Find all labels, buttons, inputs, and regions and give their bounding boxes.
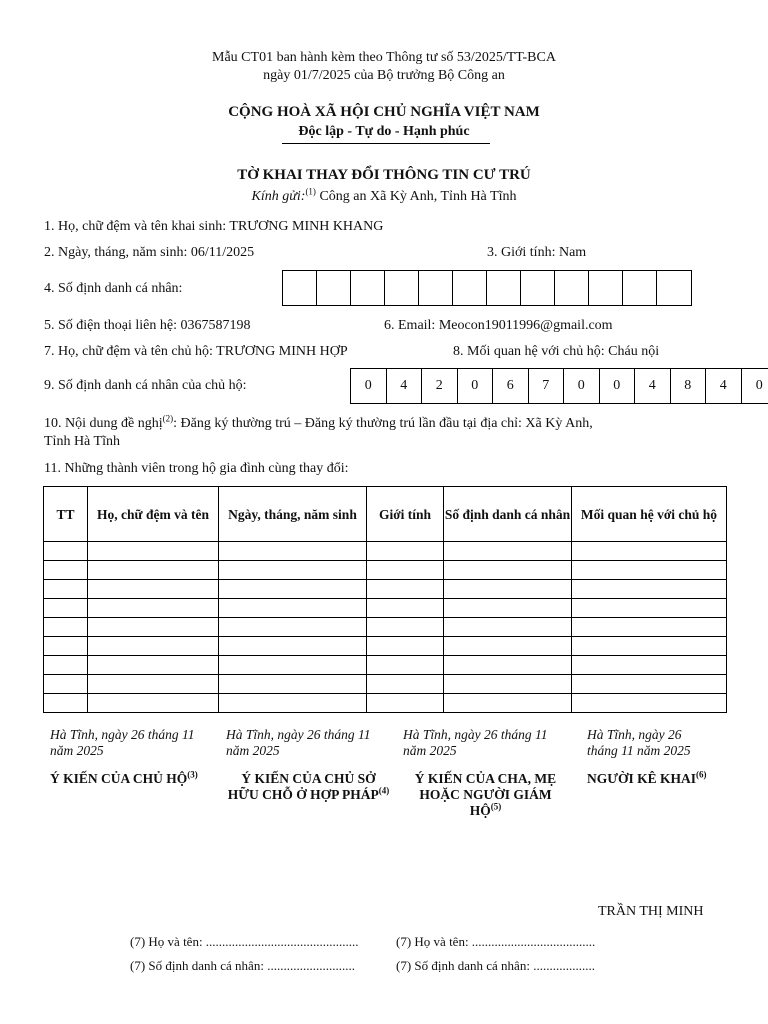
- footer-name-right: (7) Họ và tên: ......................................: [396, 934, 596, 949]
- recipient-line: [0, 186, 768, 205]
- table-cell: [44, 561, 88, 580]
- header-gender: Giới tính: [367, 487, 444, 542]
- table-cell: [88, 599, 219, 618]
- table-row: [44, 694, 727, 713]
- table-cell: [444, 580, 572, 599]
- signature-block-household-head: [50, 727, 215, 787]
- recipient-value: Công an Xã Kỳ Anh, Tỉnh Hà Tĩnh: [315, 189, 517, 204]
- table-cell: [444, 599, 572, 618]
- table-cell: [572, 580, 727, 599]
- household-id-digit-box: 0: [351, 369, 387, 403]
- table-cell: [219, 618, 367, 637]
- footer-id-right: (7) Số định danh cá nhân: ...................: [396, 958, 595, 973]
- table-cell: [44, 599, 88, 618]
- table-cell: [572, 656, 727, 675]
- table-cell: [444, 656, 572, 675]
- signature-heading: NGƯỜI KÊ KHAI$^{(6)}$: [587, 769, 707, 786]
- personal-id-digit-box: [385, 271, 419, 305]
- personal-id-digit-box: [623, 271, 657, 305]
- table-cell: [444, 694, 572, 713]
- table-cell: [219, 675, 367, 694]
- recipient-label: Kính gửi:: [251, 189, 306, 204]
- table-cell: [88, 580, 219, 599]
- personal-id-digit-box: [521, 271, 555, 305]
- request-label: 10. Nội dung đề nghị: [44, 416, 163, 431]
- personal-id-boxes: [282, 270, 692, 306]
- signature-date: Hà Tĩnh, ngày 26 tháng 11 năm 2025: [226, 727, 371, 758]
- table-cell: [367, 580, 444, 599]
- field-full-name: 1. Họ, chữ đệm và tên khai sinh: TRƯƠNG MINH KHANG: [44, 219, 384, 234]
- table-cell: [219, 694, 367, 713]
- personal-id-digit-box: [351, 271, 385, 305]
- table-cell: [88, 618, 219, 637]
- signature-block-declarant: [587, 727, 712, 787]
- table-cell: [367, 618, 444, 637]
- personal-id-digit-box: [657, 271, 691, 305]
- household-id-digit-box: 0: [600, 369, 636, 403]
- table-cell: [219, 656, 367, 675]
- signature-heading: Ý KIẾN CỦA CHỦ SỞ HỮU CHỖ Ở HỢP PHÁP$^{(4)}$: [227, 771, 390, 802]
- household-id-digit-box: 6: [493, 369, 529, 403]
- personal-id-digit-box: [453, 271, 487, 305]
- table-cell: [44, 580, 88, 599]
- field-household-head: 7. Họ, chữ đệm và tên chủ hộ: TRƯƠNG MINH HỢP: [44, 344, 348, 359]
- field-gender: 3. Giới tính: Nam: [487, 245, 587, 260]
- household-id-digit-box: 0: [458, 369, 494, 403]
- signature-date: Hà Tĩnh, ngày 26 tháng 11 năm 2025: [403, 727, 548, 758]
- household-id-digit-box: 0: [755, 378, 763, 393]
- header-personal-id: Số định danh cá nhân: [444, 487, 572, 542]
- personal-id-digit-box: [419, 271, 453, 305]
- footer-name-left: (7) Họ và tên: ...............................................: [130, 934, 359, 949]
- table-cell: [572, 675, 727, 694]
- signature-block-guardian: [403, 727, 568, 819]
- field-members-label: 11. Những thành viên trong hộ gia đình cùng thay đổi:: [44, 461, 349, 476]
- field-household-id-label: 9. Số định danh cá nhân của chủ hộ:: [44, 378, 247, 393]
- form-reference-line1: Mẫu CT01 ban hành kèm theo Thông tư số 53/2025/TT-BCA: [212, 50, 556, 65]
- table-cell: [88, 542, 219, 561]
- table-header-row: [44, 487, 727, 542]
- household-id-digit-box: 8: [671, 369, 707, 403]
- header-relationship: Mối quan hệ với chủ hộ: [572, 487, 727, 542]
- form-title: TỜ KHAI THAY ĐỔI THÔNG TIN CƯ TRÚ: [237, 167, 531, 183]
- table-cell: [572, 618, 727, 637]
- members-table: [43, 486, 727, 713]
- table-cell: [44, 675, 88, 694]
- members-table-body: [44, 542, 727, 713]
- table-row: [44, 561, 727, 580]
- signature-block-owner: [226, 727, 391, 803]
- table-row: [44, 675, 727, 694]
- table-row: [44, 542, 727, 561]
- personal-id-digit-box: [317, 271, 351, 305]
- declarant-name: TRẦN THỊ MINH: [598, 904, 704, 919]
- table-row: [44, 637, 727, 656]
- table-cell: [88, 694, 219, 713]
- table-cell: [219, 542, 367, 561]
- header-full-name: Họ, chữ đệm và tên: [88, 487, 219, 542]
- table-cell: [444, 675, 572, 694]
- table-cell: [44, 694, 88, 713]
- household-id-digit-box: 4: [706, 369, 742, 403]
- field-request-content: [44, 413, 593, 432]
- personal-id-digit-box: [487, 271, 521, 305]
- header-birth-date: Ngày, tháng, năm sinh: [219, 487, 367, 542]
- table-row: [44, 599, 727, 618]
- table-cell: [367, 542, 444, 561]
- footer-id-left: (7) Số định danh cá nhân: ...........................: [130, 958, 355, 973]
- table-cell: [219, 580, 367, 599]
- table-cell: [572, 542, 727, 561]
- table-cell: [44, 637, 88, 656]
- household-id-digit-box: 0: [564, 369, 600, 403]
- table-cell: [572, 599, 727, 618]
- table-cell: [444, 542, 572, 561]
- table-cell: [88, 675, 219, 694]
- motto-underline: [282, 143, 490, 144]
- field-relationship: 8. Mối quan hệ với chủ hộ: Cháu nội: [453, 344, 660, 359]
- table-cell: [88, 656, 219, 675]
- request-text-line2: Tỉnh Hà Tĩnh: [44, 434, 120, 449]
- table-cell: [44, 656, 88, 675]
- table-cell: [367, 656, 444, 675]
- table-cell: [44, 618, 88, 637]
- table-cell: [219, 637, 367, 656]
- table-cell: [444, 637, 572, 656]
- table-cell: [219, 599, 367, 618]
- form-reference-line2: ngày 01/7/2025 của Bộ trưởng Bộ Công an: [263, 68, 505, 83]
- household-id-digit-box: 2: [422, 369, 458, 403]
- signature-date: Hà Tĩnh, ngày 26 tháng 11 năm 2025: [587, 727, 691, 758]
- table-cell: [367, 561, 444, 580]
- personal-id-digit-box: [589, 271, 623, 305]
- request-text: : Đăng ký thường trú – Đăng ký thường trú lần đầu tại địa chỉ: Xã Kỳ Anh,: [173, 416, 593, 431]
- nation-heading: CỘNG HOÀ XÃ HỘI CHỦ NGHĨA VIỆT NAM: [228, 104, 540, 120]
- request-footnote: (2): [162, 413, 174, 424]
- table-cell: [572, 637, 727, 656]
- recipient-footnote: (1): [305, 186, 316, 197]
- table-cell: [367, 637, 444, 656]
- field-birth-date: 2. Ngày, tháng, năm sinh: 06/11/2025: [44, 245, 255, 260]
- household-id-digit-box: 7: [529, 369, 565, 403]
- field-phone: 5. Số điện thoại liên hệ: 0367587198: [44, 318, 251, 333]
- table-cell: [88, 637, 219, 656]
- signature-heading: Ý KIẾN CỦA CHỦ HỘ$^{(3)}$: [50, 769, 198, 786]
- table-cell: [44, 542, 88, 561]
- table-cell: [572, 694, 727, 713]
- header-no: TT: [44, 487, 88, 542]
- household-id-boxes: [350, 368, 768, 404]
- table-row: [44, 618, 727, 637]
- signature-date: Hà Tĩnh, ngày 26 tháng 11 năm 2025: [50, 727, 195, 758]
- table-cell: [219, 561, 367, 580]
- personal-id-digit-box: [555, 271, 589, 305]
- signature-heading: Ý KIẾN CỦA CHA, MẸ HOẶC NGƯỜI GIÁM HỘ$^{(5)}$: [414, 771, 557, 818]
- motto: Độc lập - Tự do - Hạnh phúc: [298, 124, 470, 139]
- table-cell: [572, 561, 727, 580]
- table-cell: [367, 694, 444, 713]
- table-cell: [367, 599, 444, 618]
- field-personal-id-label: 4. Số định danh cá nhân:: [44, 281, 183, 296]
- table-cell: [444, 618, 572, 637]
- household-id-digit-box: 4: [387, 369, 423, 403]
- household-id-digit-box: 4: [635, 369, 671, 403]
- table-cell: [88, 561, 219, 580]
- table-cell: [367, 675, 444, 694]
- table-cell: [444, 561, 572, 580]
- table-row: [44, 580, 727, 599]
- table-row: [44, 656, 727, 675]
- field-email: 6. Email: Meocon19011996@gmail.com: [384, 318, 613, 333]
- personal-id-digit-box: [283, 271, 317, 305]
